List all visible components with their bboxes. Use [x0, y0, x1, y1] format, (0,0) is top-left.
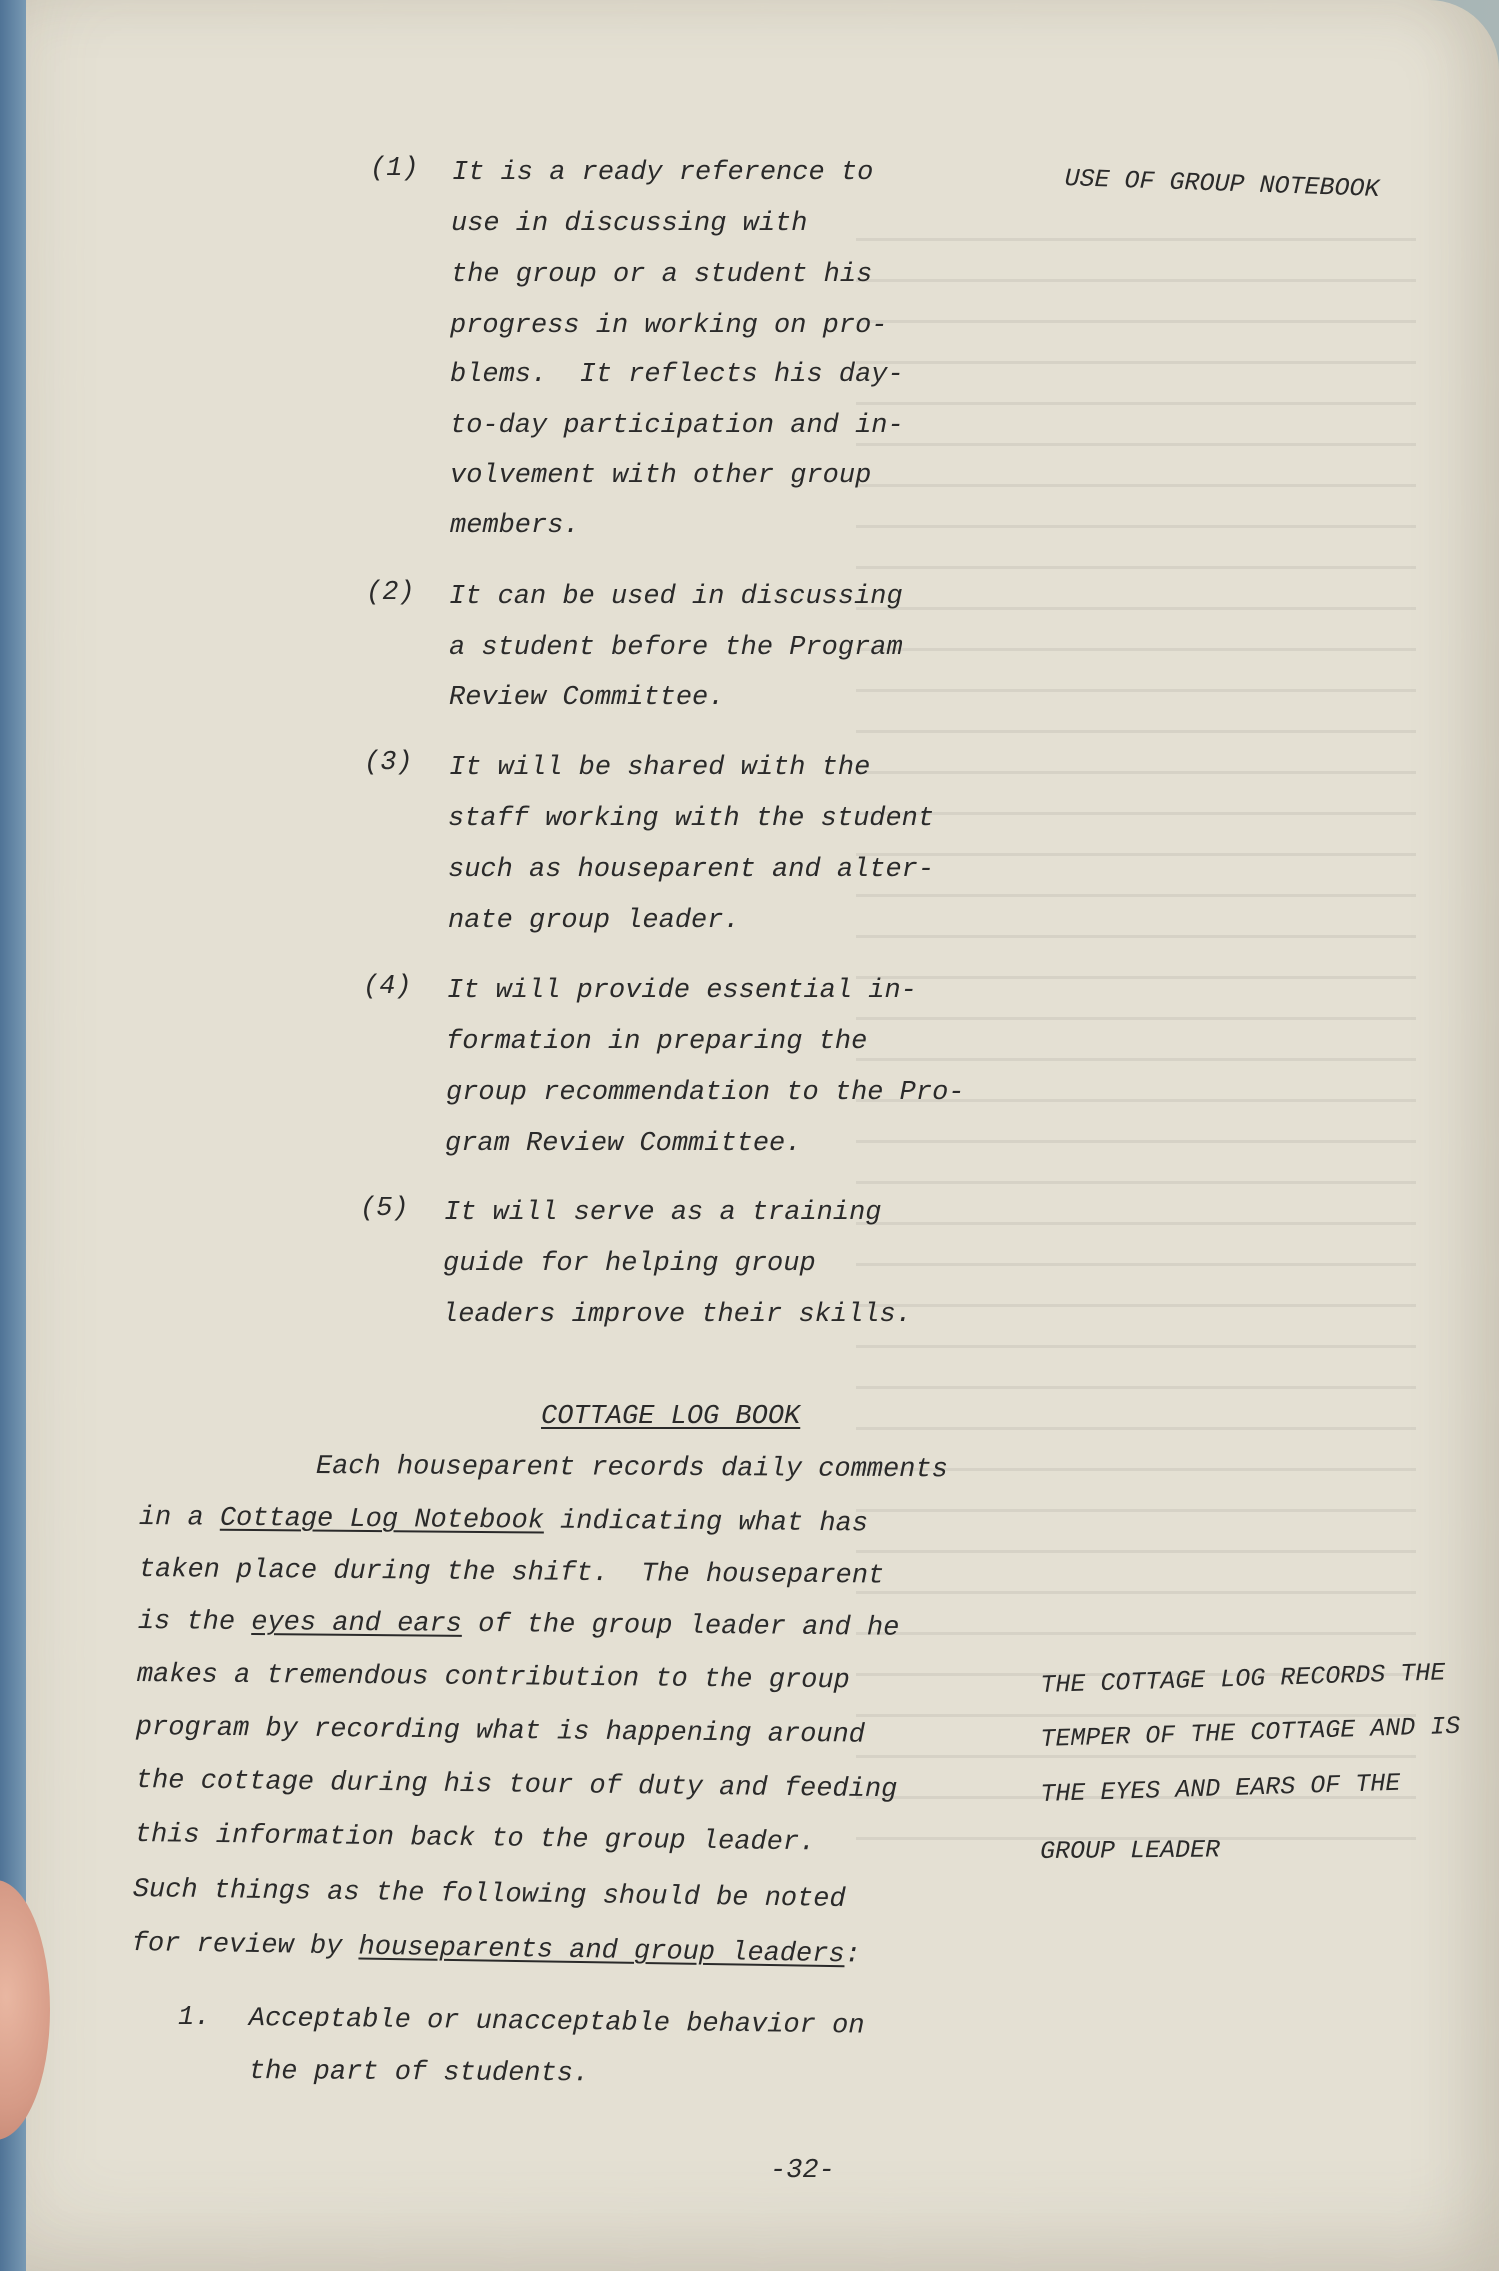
eyes-and-ears-term: eyes and ears — [251, 1607, 463, 1640]
paragraph-line: for review by houseparents and group leaders: — [131, 1929, 862, 1971]
paragraph-line: the cottage during his tour of duty and feeding — [135, 1766, 898, 1806]
paragraph-line: is the eyes and ears of the group leader and he — [137, 1607, 900, 1644]
item-text-line: volvement with other group — [450, 461, 872, 491]
paragraph-line: makes a tremendous contribution to the group — [136, 1660, 850, 1697]
margin-note-group-notebook: USE OF GROUP NOTEBOOK — [1064, 164, 1380, 204]
item-text-line: group recommendation to the Pro- — [446, 1078, 965, 1108]
margin-note-cottage-log: GROUP LEADER — [1039, 1835, 1221, 1866]
paragraph-line: program by recording what is happening around — [135, 1713, 866, 1751]
item-number: (2) — [366, 578, 415, 608]
item-number: (5) — [360, 1194, 409, 1224]
paragraph-line: this information back to the group leader. — [134, 1820, 816, 1859]
houseparents-and-group-leaders-term: houseparents and group leaders — [358, 1932, 845, 1971]
list-item-text-line: the part of students. — [248, 2057, 590, 2090]
item-text-line: to-day participation and in- — [450, 411, 904, 441]
list-item-number: 1. — [178, 2003, 211, 2033]
item-text-line: the group or a student his — [451, 260, 873, 290]
item-text-line: It will be shared with the — [449, 753, 871, 783]
item-number: (1) — [370, 154, 419, 184]
item-text-line: leaders improve their skills. — [442, 1300, 912, 1330]
item-text-line: blems. It reflects his day- — [450, 360, 904, 390]
item-text-line: nate group leader. — [448, 906, 740, 936]
list-item-text-line: Acceptable or unacceptable behavior on — [248, 2004, 865, 2042]
item-number: (3) — [364, 748, 413, 778]
item-text-line: gram Review Committee. — [445, 1129, 802, 1159]
item-text-line: It will provide essential in- — [447, 976, 917, 1006]
item-text-line: guide for helping group — [443, 1249, 816, 1279]
paragraph-line: in a Cottage Log Notebook indicating what has — [138, 1503, 869, 1540]
item-text-line: progress in working on pro- — [450, 311, 888, 341]
item-text-line: It is a ready reference to — [452, 158, 874, 188]
item-text-line: formation in preparing the — [446, 1027, 868, 1057]
margin-note-cottage-log: TEMPER OF THE COTTAGE AND IS — [1039, 1711, 1461, 1754]
section-heading: COTTAGE LOG BOOK — [541, 1402, 801, 1432]
page-number: -32- — [770, 2156, 835, 2186]
item-text-line: It will serve as a training — [444, 1198, 882, 1228]
item-text-line: It can be used in discussing — [449, 582, 903, 612]
item-text-line: members. — [450, 511, 580, 541]
cottage-log-notebook-term: Cottage Log Notebook — [219, 1503, 545, 1537]
item-text-line: staff working with the student — [448, 804, 935, 834]
paragraph-line: taken place during the shift. The houseparent — [138, 1555, 885, 1592]
item-number: (4) — [363, 972, 412, 1002]
item-text-line: use in discussing with — [451, 209, 808, 239]
bleed-through-text — [856, 200, 1416, 1850]
paragraph-line: Such things as the following should be noted — [132, 1875, 846, 1915]
item-text-line: Review Committee. — [449, 683, 725, 713]
item-text-line: a student before the Program — [449, 633, 903, 663]
paragraph-line: Each houseparent records daily comments — [315, 1452, 948, 1486]
item-text-line: such as houseparent and alter- — [448, 855, 935, 885]
margin-note-cottage-log: THE COTTAGE LOG RECORDS THE — [1039, 1658, 1446, 1700]
margin-note-cottage-log: THE EYES AND EARS OF THE — [1039, 1768, 1401, 1809]
